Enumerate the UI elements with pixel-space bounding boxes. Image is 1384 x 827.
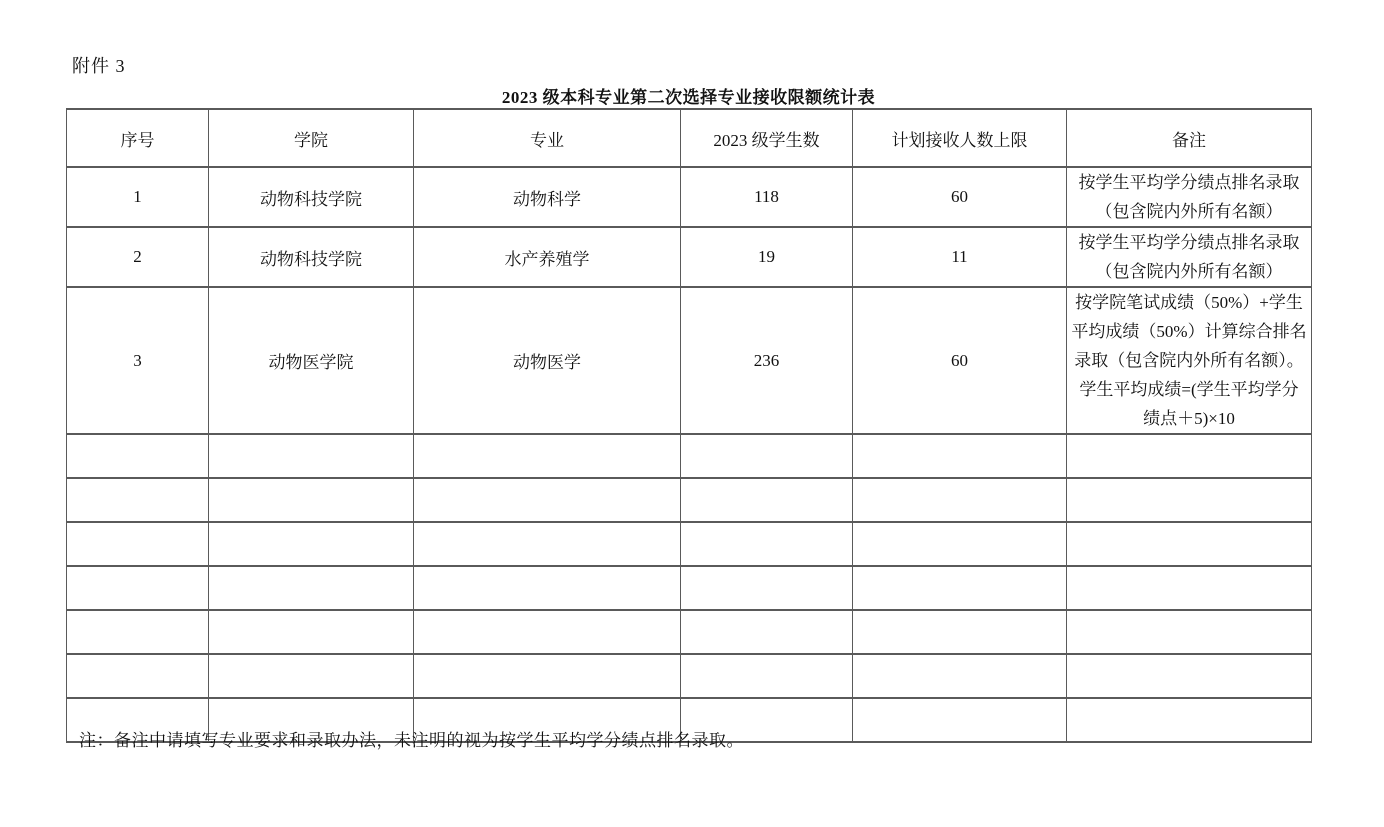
empty-cell (209, 566, 414, 610)
empty-cell (1067, 434, 1312, 478)
empty-cell (681, 434, 853, 478)
cell-college: 动物医学院 (209, 287, 414, 434)
empty-cell (853, 522, 1067, 566)
cell-remark: 按学院笔试成绩（50%）+学生平均成绩（50%）计算综合排名录取（包含院内外所有名额）。学生平均成绩=(学生平均学分绩点＋5)×10 (1067, 287, 1312, 434)
header-student-count: 2023 级学生数 (681, 109, 853, 167)
empty-cell (1067, 566, 1312, 610)
cell-major: 动物医学 (414, 287, 681, 434)
empty-cell (67, 610, 209, 654)
cell-college: 动物科技学院 (209, 167, 414, 227)
table-row-empty (67, 610, 1312, 654)
empty-cell (414, 654, 681, 698)
empty-cell (67, 478, 209, 522)
empty-cell (414, 478, 681, 522)
empty-cell (209, 522, 414, 566)
empty-cell (209, 478, 414, 522)
header-college: 学院 (209, 109, 414, 167)
table-row-empty (67, 654, 1312, 698)
cell-college: 动物科技学院 (209, 227, 414, 287)
cell-seq: 3 (67, 287, 209, 434)
empty-cell (853, 698, 1067, 742)
empty-cell (209, 434, 414, 478)
table-row (67, 167, 1312, 227)
empty-cell (1067, 522, 1312, 566)
empty-cell (853, 610, 1067, 654)
cell-quota: 60 (853, 167, 1067, 227)
cell-major: 水产养殖学 (414, 227, 681, 287)
cell-remark: 按学生平均学分绩点排名录取（包含院内外所有名额） (1067, 227, 1312, 287)
cell-student-count: 118 (681, 167, 853, 227)
empty-cell (414, 522, 681, 566)
header-seq: 序号 (67, 109, 209, 167)
cell-student-count: 236 (681, 287, 853, 434)
empty-cell (67, 654, 209, 698)
empty-cell (414, 566, 681, 610)
empty-cell (1067, 478, 1312, 522)
header-quota-limit: 计划接收人数上限 (853, 109, 1067, 167)
table-header-row (67, 109, 1312, 167)
empty-cell (853, 654, 1067, 698)
cell-seq: 2 (67, 227, 209, 287)
cell-student-count: 19 (681, 227, 853, 287)
empty-cell (681, 610, 853, 654)
cell-quota: 60 (853, 287, 1067, 434)
table-footnote: 注：备注中请填写专业要求和录取办法，未注明的视为按学生平均学分绩点排名录取。 (79, 731, 744, 750)
empty-cell (67, 566, 209, 610)
cell-seq: 1 (67, 167, 209, 227)
empty-cell (853, 566, 1067, 610)
empty-cell (414, 610, 681, 654)
empty-cell (209, 654, 414, 698)
empty-cell (67, 434, 209, 478)
empty-cell (1067, 610, 1312, 654)
header-major: 专业 (414, 109, 681, 167)
quota-table (66, 108, 1312, 743)
empty-cell (681, 522, 853, 566)
cell-quota: 11 (853, 227, 1067, 287)
table-row (67, 287, 1312, 434)
table-row-empty (67, 478, 1312, 522)
empty-cell (681, 566, 853, 610)
header-remark: 备注 (1067, 109, 1312, 167)
empty-cell (1067, 654, 1312, 698)
attachment-label: 附件 3 (72, 56, 126, 76)
table-row-empty (67, 522, 1312, 566)
empty-cell (209, 610, 414, 654)
empty-cell (853, 478, 1067, 522)
table-row (67, 227, 1312, 287)
empty-cell (681, 654, 853, 698)
quota-table-body (67, 167, 1312, 742)
empty-cell (853, 434, 1067, 478)
empty-cell (1067, 698, 1312, 742)
table-row-empty (67, 566, 1312, 610)
empty-cell (67, 522, 209, 566)
cell-remark: 按学生平均学分绩点排名录取（包含院内外所有名额） (1067, 167, 1312, 227)
page-title: 2023 级本科专业第二次选择专业接收限额统计表 (501, 88, 876, 107)
table-row-empty (67, 434, 1312, 478)
empty-cell (414, 434, 681, 478)
empty-cell (681, 478, 853, 522)
cell-major: 动物科学 (414, 167, 681, 227)
